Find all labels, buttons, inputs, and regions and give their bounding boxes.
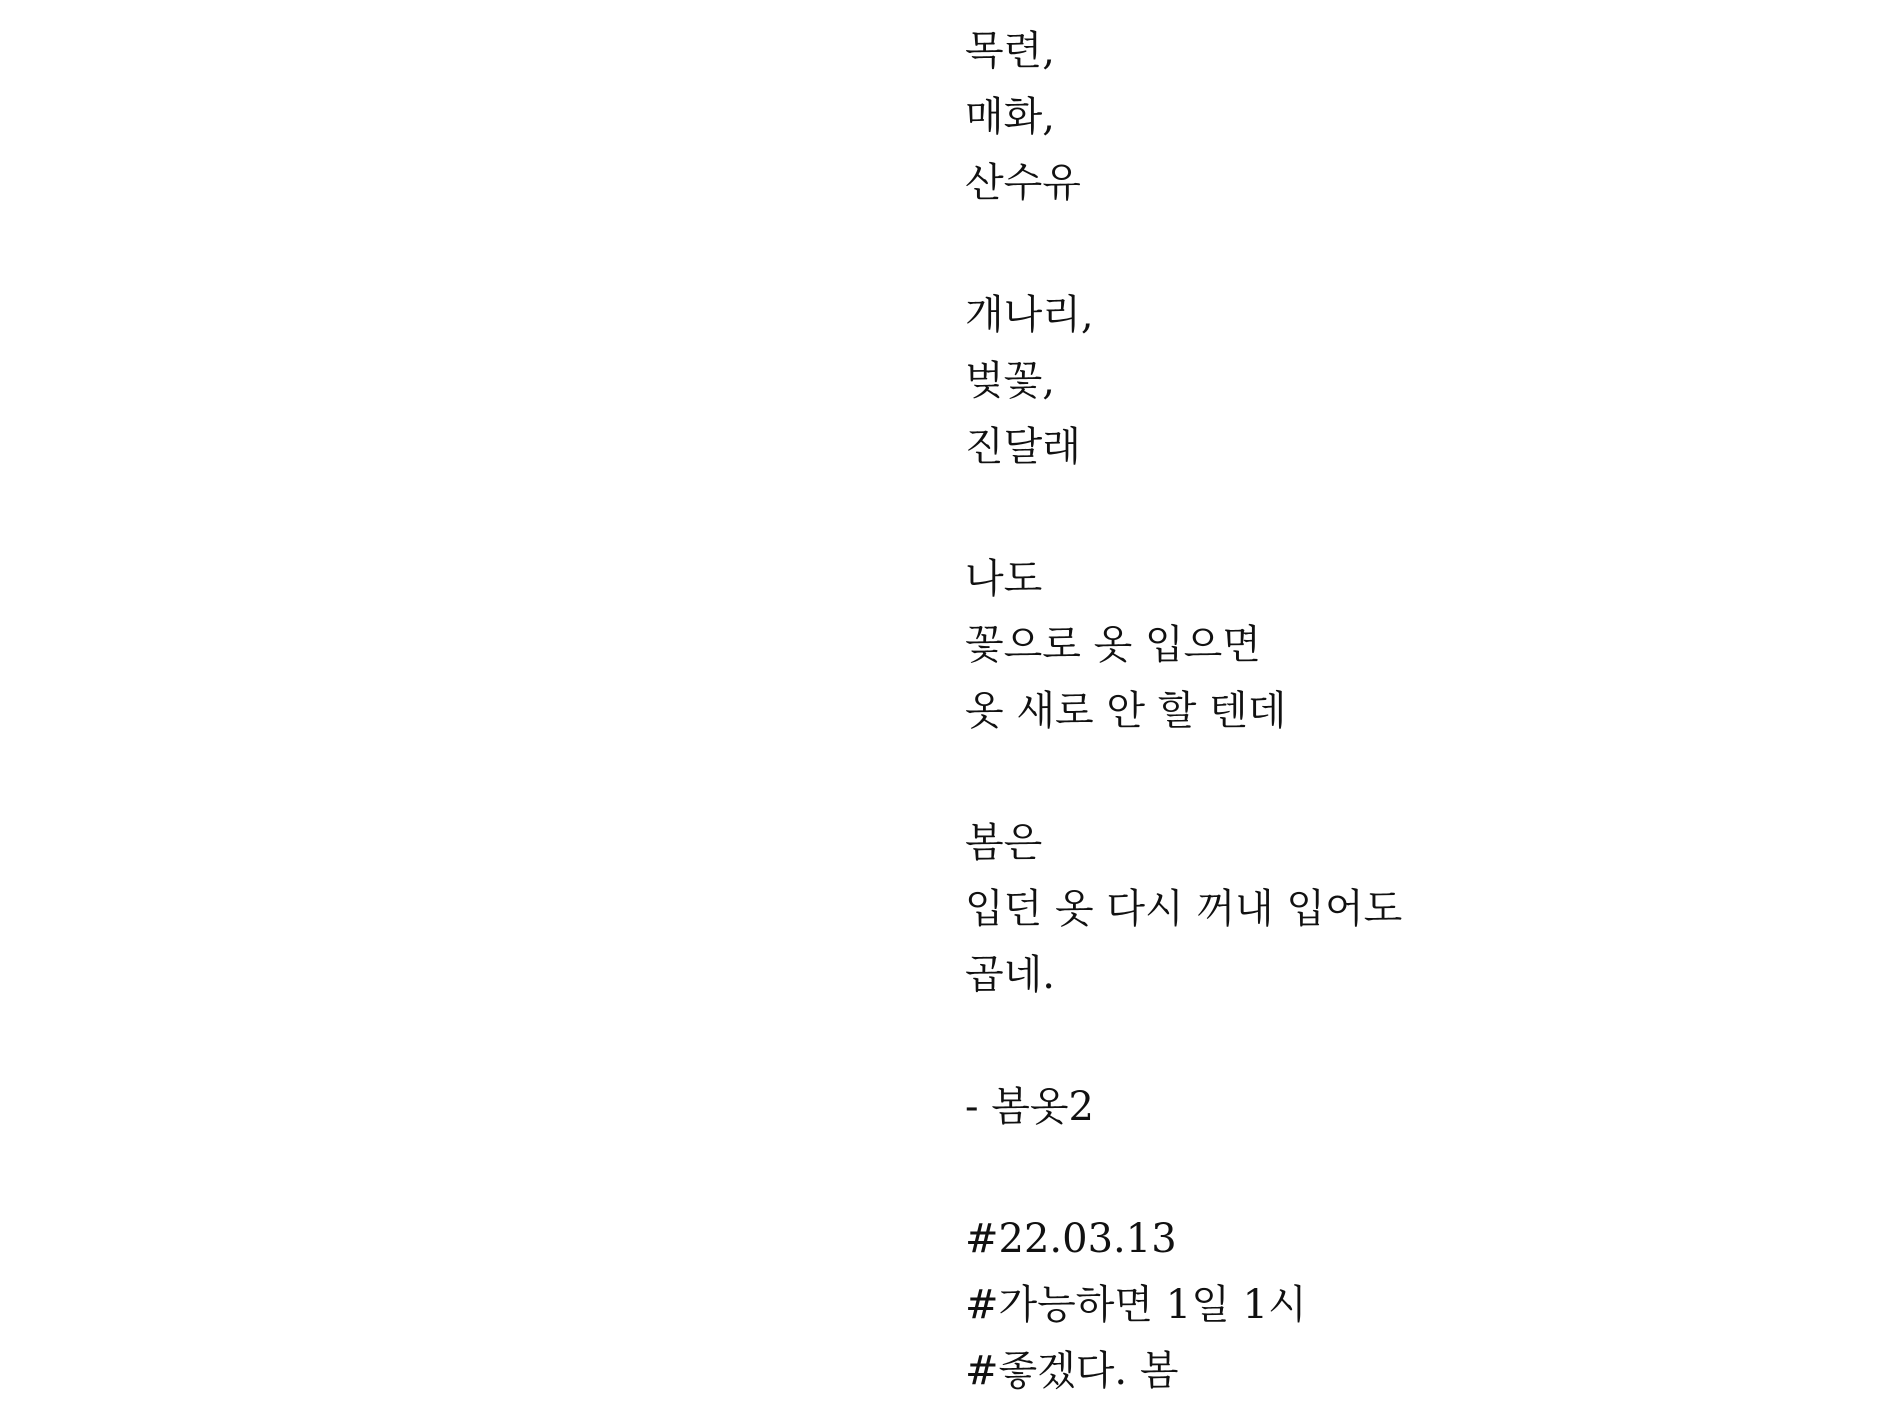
poem-line: 매화,: [965, 94, 1055, 140]
poem-line: 목련,: [965, 28, 1055, 74]
hashtag: #좋겠다. 봄: [965, 1348, 1179, 1394]
poem-line: 산수유: [965, 160, 1081, 206]
poem-line: 꽃으로 옷 입으면: [965, 622, 1261, 668]
stanza-break: [965, 1008, 1402, 1074]
poem-line: 입던 옷 다시 꺼내 입어도: [965, 886, 1403, 932]
poem-signature: - 봄옷2: [965, 1084, 1094, 1130]
hashtag: #22.03.13: [965, 1216, 1177, 1262]
stanza-break: [965, 744, 1402, 810]
poem-line: 진달래: [965, 424, 1081, 470]
poem-line: 옷 새로 안 할 텐데: [965, 688, 1287, 734]
poem-line: 봄은: [965, 820, 1043, 866]
stanza-break: [965, 216, 1402, 282]
poem-line: 벚꽃,: [965, 358, 1055, 404]
poem-text: [965, 18, 1402, 1404]
poem-line: 나도: [965, 556, 1043, 602]
hashtag: #가능하면 1일 1시: [965, 1282, 1307, 1328]
poem-line: 곱네.: [965, 952, 1055, 998]
stanza-break: [965, 480, 1402, 546]
poem-line: 개나리,: [965, 292, 1094, 338]
stanza-break: [965, 1140, 1402, 1206]
